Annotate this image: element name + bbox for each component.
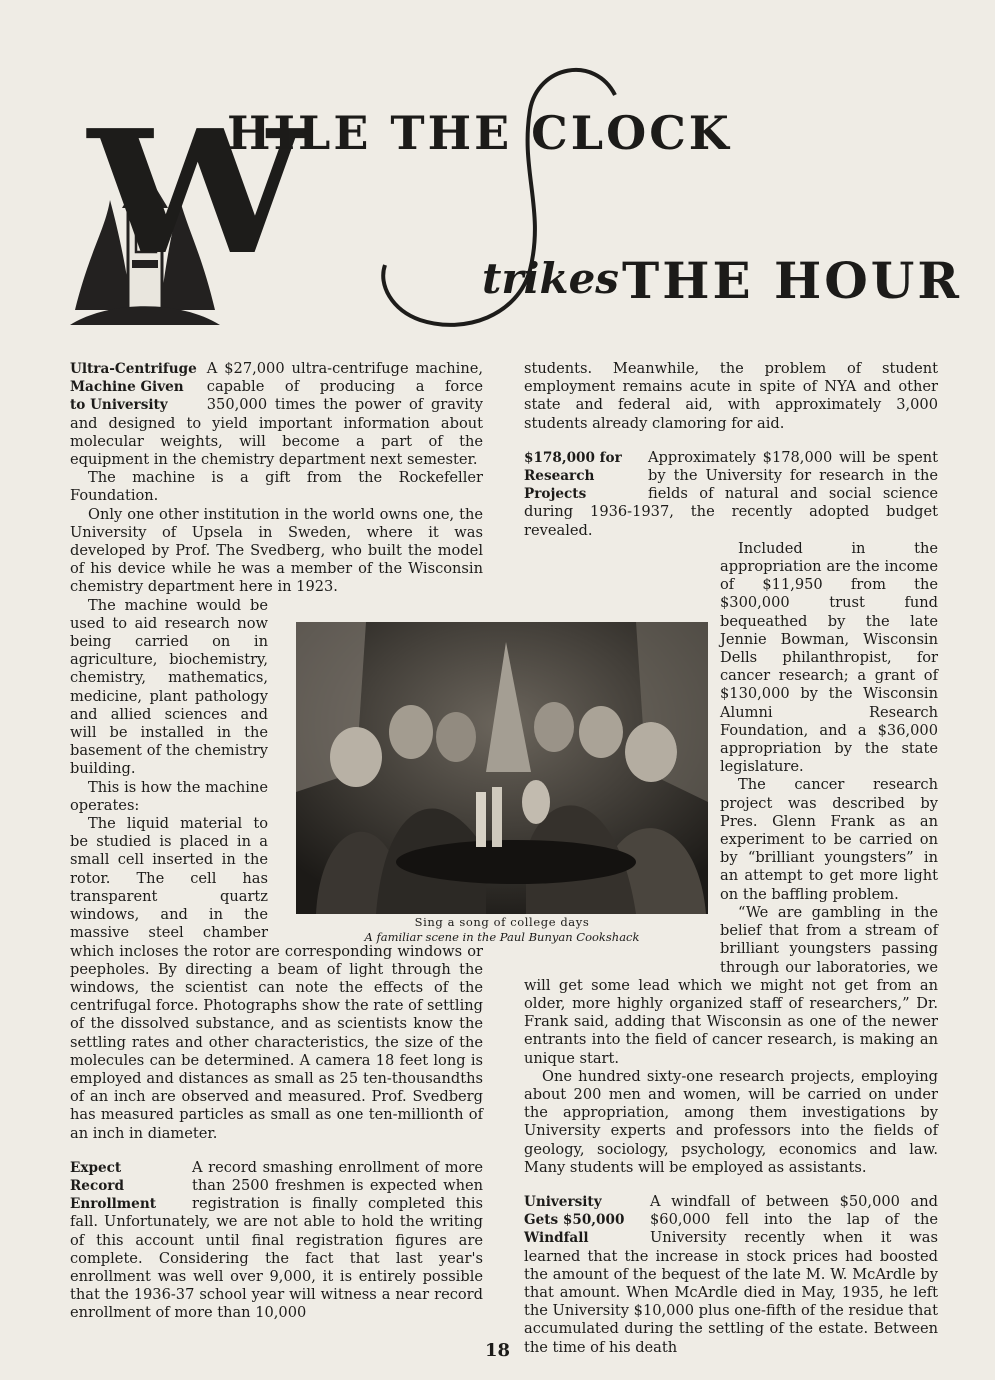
- side-heading: University Gets $50,000 Windfall: [524, 1193, 625, 1247]
- paragraph: The machine would be used to aid research now being carried on in agriculture, biochemistry, chemistry, mathematics, medicine, plant pathology and allied sciences and will be installed in the basement of the chemistry building.: [70, 596, 268, 778]
- paragraph: The machine is a gift from the Rockefeller Foundation.: [70, 469, 483, 505]
- heading-line-1: HILE THE CLOCK: [227, 106, 732, 160]
- drop-cap-w: W: [88, 93, 308, 293]
- paragraph: Ultra-Centrifuge Machine Given to University A $27,000 ultra-centrifuge machine, capable of producing a force 350,000 times the power of gravity and designed to yield important information about molecular weights, will become a part of the equipment in the chemistry department next semester.: [70, 360, 483, 469]
- caption-line-1: Sing a song of college days: [414, 915, 590, 929]
- paragraph: One hundred sixty-one research projects, employing about 200 men and women, will be carried on under the appropriation, among them investigations by University experts and professors into the fields of geology, sociology, psychology, economics and law. Many students will be employed as assistants.: [524, 1067, 938, 1176]
- paragraph: The liquid material to be studied is placed in a small cell inserted in the rotor. The cell has transparent quartz windows, and in the massive steel chamber which incloses the rotor are corresponding windows or peepholes. By directing a beam of light through the windows, the scientist can note the effects of the centrifugal force. Photographs show the rate of settling of the dissolved substance, and as scientists know the settling rates and other characteristics, the size of the molecules can be determined. A camera 18 feet long is employed and distances as small as 25 ten-thousandths of an inch are observed and measured. Prof. Svedberg has measured particles as small as one ten-millionth of an inch in diameter.: [70, 815, 483, 1142]
- heading-script-word: trikes: [482, 254, 619, 303]
- paragraph: Included in the appropriation are the income of $11,950 from the $300,000 trust fund bequeathed by the late Jennie Bowman, Wisconsin Dells philanthropist, for cancer research; a grant of $130,000 by the Wisconsin Alumni Research Foundation, and a $36,000 appropriation by the state legislature.: [720, 539, 938, 776]
- paragraph: $178,000 for Research Projects Approximately $178,000 will be spent by the University for research in the fields of natural and social science during 1936-1937, the recently adopted budget revealed.: [524, 448, 938, 539]
- photo-caption: [296, 915, 708, 945]
- paragraph: Expect Record Enrollment A record smashing enrollment of more than 2500 freshmen is expected when registration is finally completed this fall. Unfortunately, we are not able to hold the writing of this account until final registration figures are complete. Considering the fact that last year's enrollment was well over 9,000, it is entirely possible that the 1936-37 school year will witness a near record enrollment of more than 10,000: [70, 1158, 483, 1322]
- side-heading: $178,000 for Research Projects: [524, 449, 622, 503]
- paragraph: students. Meanwhile, the problem of student employment remains acute in spite of NYA and other state and federal aid, with approximately 3,000 students already clamoring for aid.: [524, 360, 938, 432]
- side-heading: Expect Record Enrollment: [70, 1159, 156, 1213]
- heading-line-2: THE HOUR: [622, 251, 962, 310]
- photo-illustration: [296, 622, 708, 914]
- article-heading: [0, 0, 995, 350]
- page-number: 18: [484, 1340, 511, 1361]
- caption-line-2: A familiar scene in the Paul Bunyan Cookshack: [364, 930, 640, 944]
- paragraph: Only one other institution in the world owns one, the University of Upsela in Sweden, where it was developed by Prof. The Svedberg, who built the model of his device while he was a member of the Wisconsin chemistry department here in 1923.: [70, 505, 483, 596]
- paragraph: The cancer research project was described by Pres. Glenn Frank as an experiment to be carried on by “brilliant youngsters” in an attempt to get more light on the baffling problem.: [720, 776, 938, 903]
- photograph-students-cookshack: [296, 622, 708, 914]
- paragraph: This is how the machine operates:: [70, 778, 268, 814]
- paragraph: “We are gambling in the belief that from a stream of brilliant youngsters passing through our laboratories, we will get some lead which we might not get from an older, more highly organized staff of researchers,” Dr. Frank said, adding that Wisconsin as one of the newer entrants into the field of cancer research, is making an unique start.: [524, 903, 938, 1067]
- paragraph: University Gets $50,000 Windfall A windfall of between $50,000 and $60,000 fell into the lap of the University recently when it was learned that the increase in stock prices had boosted the amount of the bequest of the late M. W. McArdle by that amount. When McArdle died in May, 1935, he left the University $10,000 plus one-fifth of the residue that accumulated during the settling of the estate. Between the time of his death: [524, 1192, 938, 1356]
- side-heading: Ultra-Centrifuge Machine Given to University: [70, 361, 197, 414]
